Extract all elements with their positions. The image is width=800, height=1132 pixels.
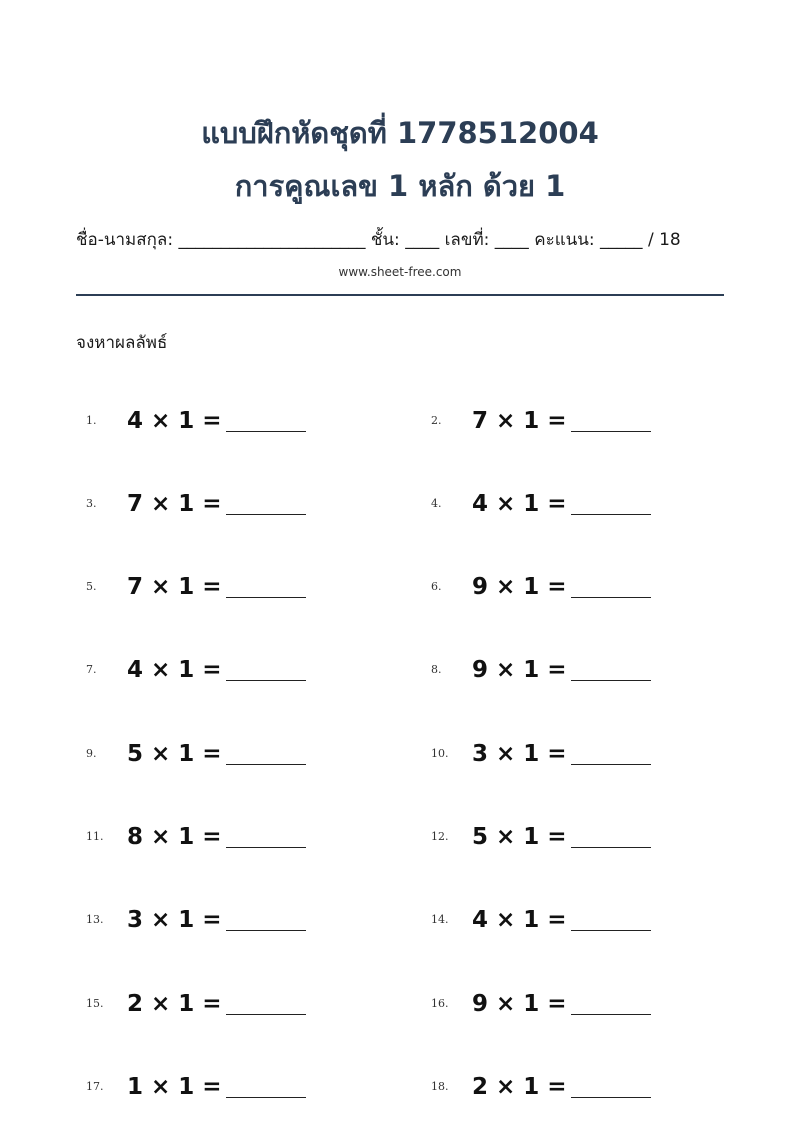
- problem-number: 18.: [431, 1080, 449, 1093]
- answer-blank[interactable]: [226, 597, 306, 598]
- score-field[interactable]: _____: [600, 230, 643, 250]
- problem-number: 3.: [86, 497, 97, 510]
- problem-number: 13.: [86, 913, 104, 926]
- score-label: คะแนน:: [534, 230, 595, 250]
- problem-expression: 4 × 1 =: [472, 491, 567, 517]
- problem-number: 17.: [86, 1080, 104, 1093]
- problem-number: 1.: [86, 414, 97, 427]
- answer-blank[interactable]: [226, 680, 306, 681]
- answer-blank[interactable]: [226, 1097, 306, 1098]
- problem-expression: 5 × 1 =: [127, 741, 222, 767]
- problem-number: 2.: [431, 414, 442, 427]
- problem-expression: 3 × 1 =: [472, 741, 567, 767]
- problem-number: 14.: [431, 913, 449, 926]
- website-url: www.sheet-free.com: [338, 265, 462, 279]
- problem-expression: 4 × 1 =: [127, 657, 222, 683]
- problem-number: 15.: [86, 997, 104, 1010]
- problem-expression: 3 × 1 =: [127, 907, 222, 933]
- answer-blank[interactable]: [226, 764, 306, 765]
- name-field[interactable]: ______________________: [178, 230, 366, 250]
- problem-number: 5.: [86, 580, 97, 593]
- problem-number: 10.: [431, 747, 449, 760]
- answer-blank[interactable]: [226, 514, 306, 515]
- problem-expression: 7 × 1 =: [472, 408, 567, 434]
- name-label: ชื่อ-นามสกุล:: [76, 230, 174, 250]
- problem-number: 7.: [86, 663, 97, 676]
- problem-expression: 2 × 1 =: [472, 1074, 567, 1100]
- answer-blank[interactable]: [571, 764, 651, 765]
- student-info-row: [76, 229, 726, 251]
- score-total: / 18: [647, 230, 681, 250]
- answer-blank[interactable]: [571, 431, 651, 432]
- answer-blank[interactable]: [571, 847, 651, 848]
- answer-blank[interactable]: [571, 597, 651, 598]
- problem-expression: 4 × 1 =: [472, 907, 567, 933]
- instruction-text: จงหาผลลัพธ์: [76, 333, 168, 353]
- problem-number: 11.: [86, 830, 104, 843]
- problem-number: 6.: [431, 580, 442, 593]
- header-divider: [76, 294, 724, 296]
- answer-blank[interactable]: [226, 1014, 306, 1015]
- problem-expression: 9 × 1 =: [472, 657, 567, 683]
- class-field[interactable]: ____: [405, 230, 440, 250]
- student-number-field[interactable]: ____: [494, 230, 529, 250]
- answer-blank[interactable]: [571, 930, 651, 931]
- problem-expression: 4 × 1 =: [127, 408, 222, 434]
- problem-expression: 7 × 1 =: [127, 491, 222, 517]
- answer-blank[interactable]: [226, 930, 306, 931]
- problem-number: 12.: [431, 830, 449, 843]
- worksheet-title: แบบฝึกหัดชุดที่ 1778512004: [201, 116, 599, 150]
- problem-number: 8.: [431, 663, 442, 676]
- answer-blank[interactable]: [571, 514, 651, 515]
- problem-expression: 7 × 1 =: [127, 574, 222, 600]
- worksheet-subtitle: การคูณเลข 1 หลัก ด้วย 1: [234, 169, 566, 203]
- problem-expression: 9 × 1 =: [472, 991, 567, 1017]
- answer-blank[interactable]: [226, 431, 306, 432]
- problem-expression: 8 × 1 =: [127, 824, 222, 850]
- problem-expression: 5 × 1 =: [472, 824, 567, 850]
- answer-blank[interactable]: [226, 847, 306, 848]
- problem-number: 9.: [86, 747, 97, 760]
- answer-blank[interactable]: [571, 680, 651, 681]
- answer-blank[interactable]: [571, 1097, 651, 1098]
- student-number-label: เลขที่:: [444, 230, 490, 250]
- problem-expression: 1 × 1 =: [127, 1074, 222, 1100]
- problem-number: 4.: [431, 497, 442, 510]
- problem-expression: 2 × 1 =: [127, 991, 222, 1017]
- answer-blank[interactable]: [571, 1014, 651, 1015]
- problem-number: 16.: [431, 997, 449, 1010]
- problem-expression: 9 × 1 =: [472, 574, 567, 600]
- class-label: ชั้น:: [370, 230, 400, 250]
